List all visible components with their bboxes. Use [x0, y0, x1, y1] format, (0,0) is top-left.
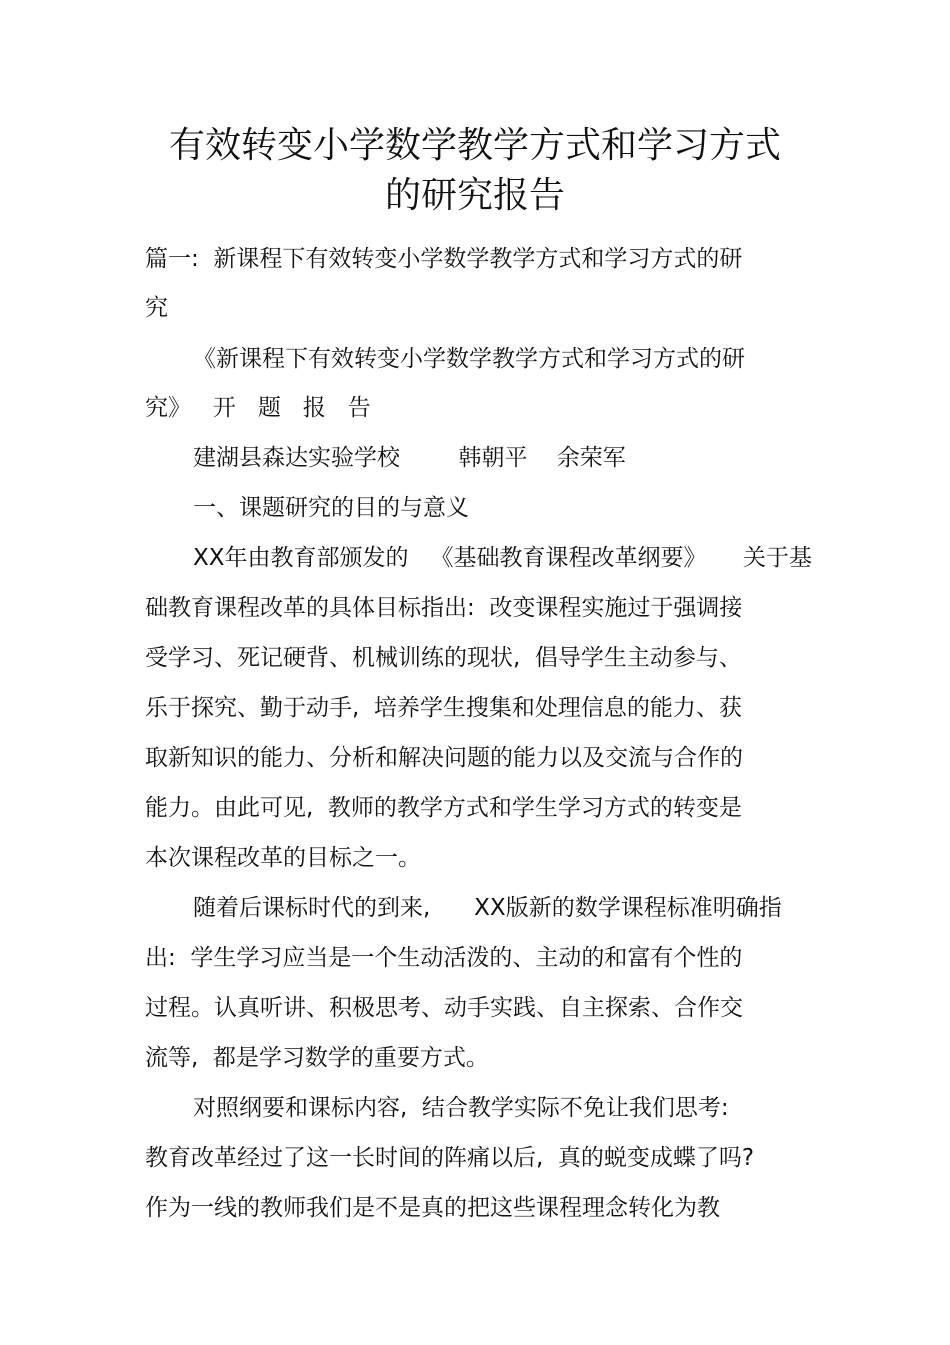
- report-title-line-2: 究》 开 题 报 告: [145, 395, 371, 421]
- document-title-line-1: 有效转变小学数学教学方式和学习方式: [168, 125, 781, 166]
- paragraph-line: 过程。认真听讲、积极思考、动手实践、自主探索、合作交: [145, 995, 743, 1021]
- paragraph-line: 教育改革经过了这一长时间的阵痛以后, 真的蜕变成蝶了吗?: [145, 1145, 755, 1171]
- section-heading-line-2: 究: [145, 295, 168, 321]
- paragraph-line: 本次课程改革的目标之一。: [145, 845, 421, 871]
- report-title-line-1: 《新课程下有效转变小学数学教学方式和学习方式的研: [193, 346, 745, 372]
- paragraph-line: 取新知识的能力、分析和解决问题的能力以及交流与合作的: [145, 745, 743, 771]
- authors-line: 建湖县森达实验学校 韩朝平 余荣军: [193, 445, 626, 471]
- paragraph-line: 作为一线的教师我们是不是真的把这些课程理念转化为教: [145, 1195, 720, 1221]
- paragraph-line: 受学习、死记硬背、机械训练的现状, 倡导学生主动参与、: [145, 645, 742, 671]
- subsection-heading: 一、课题研究的目的与意义: [193, 495, 469, 521]
- paragraph-line: 对照纲要和课标内容, 结合教学实际不免让我们思考:: [193, 1095, 729, 1121]
- document-title-line-2: 的研究报告: [384, 175, 565, 216]
- paragraph-line: 础教育课程改革的具体目标指出: 改变课程实施过于强调接: [145, 595, 743, 621]
- paragraph-line: 随着后课标时代的到来, XX版新的数学课程标准明确指: [193, 895, 782, 921]
- paragraph-line: XX年由教育部颁发的 《基础教育课程改革纲要》 关于基: [193, 545, 813, 571]
- paragraph-line: 出: 学生学习应当是一个生动活泼的、主动的和富有个性的: [145, 945, 743, 971]
- paragraph-line: 流等, 都是学习数学的重要方式。: [145, 1045, 489, 1071]
- paragraph-line: 乐于探究、勤于动手, 培养学生搜集和处理信息的能力、获: [145, 695, 742, 721]
- section-heading-line-1: 篇一: 新课程下有效转变小学数学教学方式和学习方式的研: [145, 246, 743, 272]
- paragraph-line: 能力。由此可见, 教师的教学方式和学生学习方式的转变是: [145, 795, 742, 821]
